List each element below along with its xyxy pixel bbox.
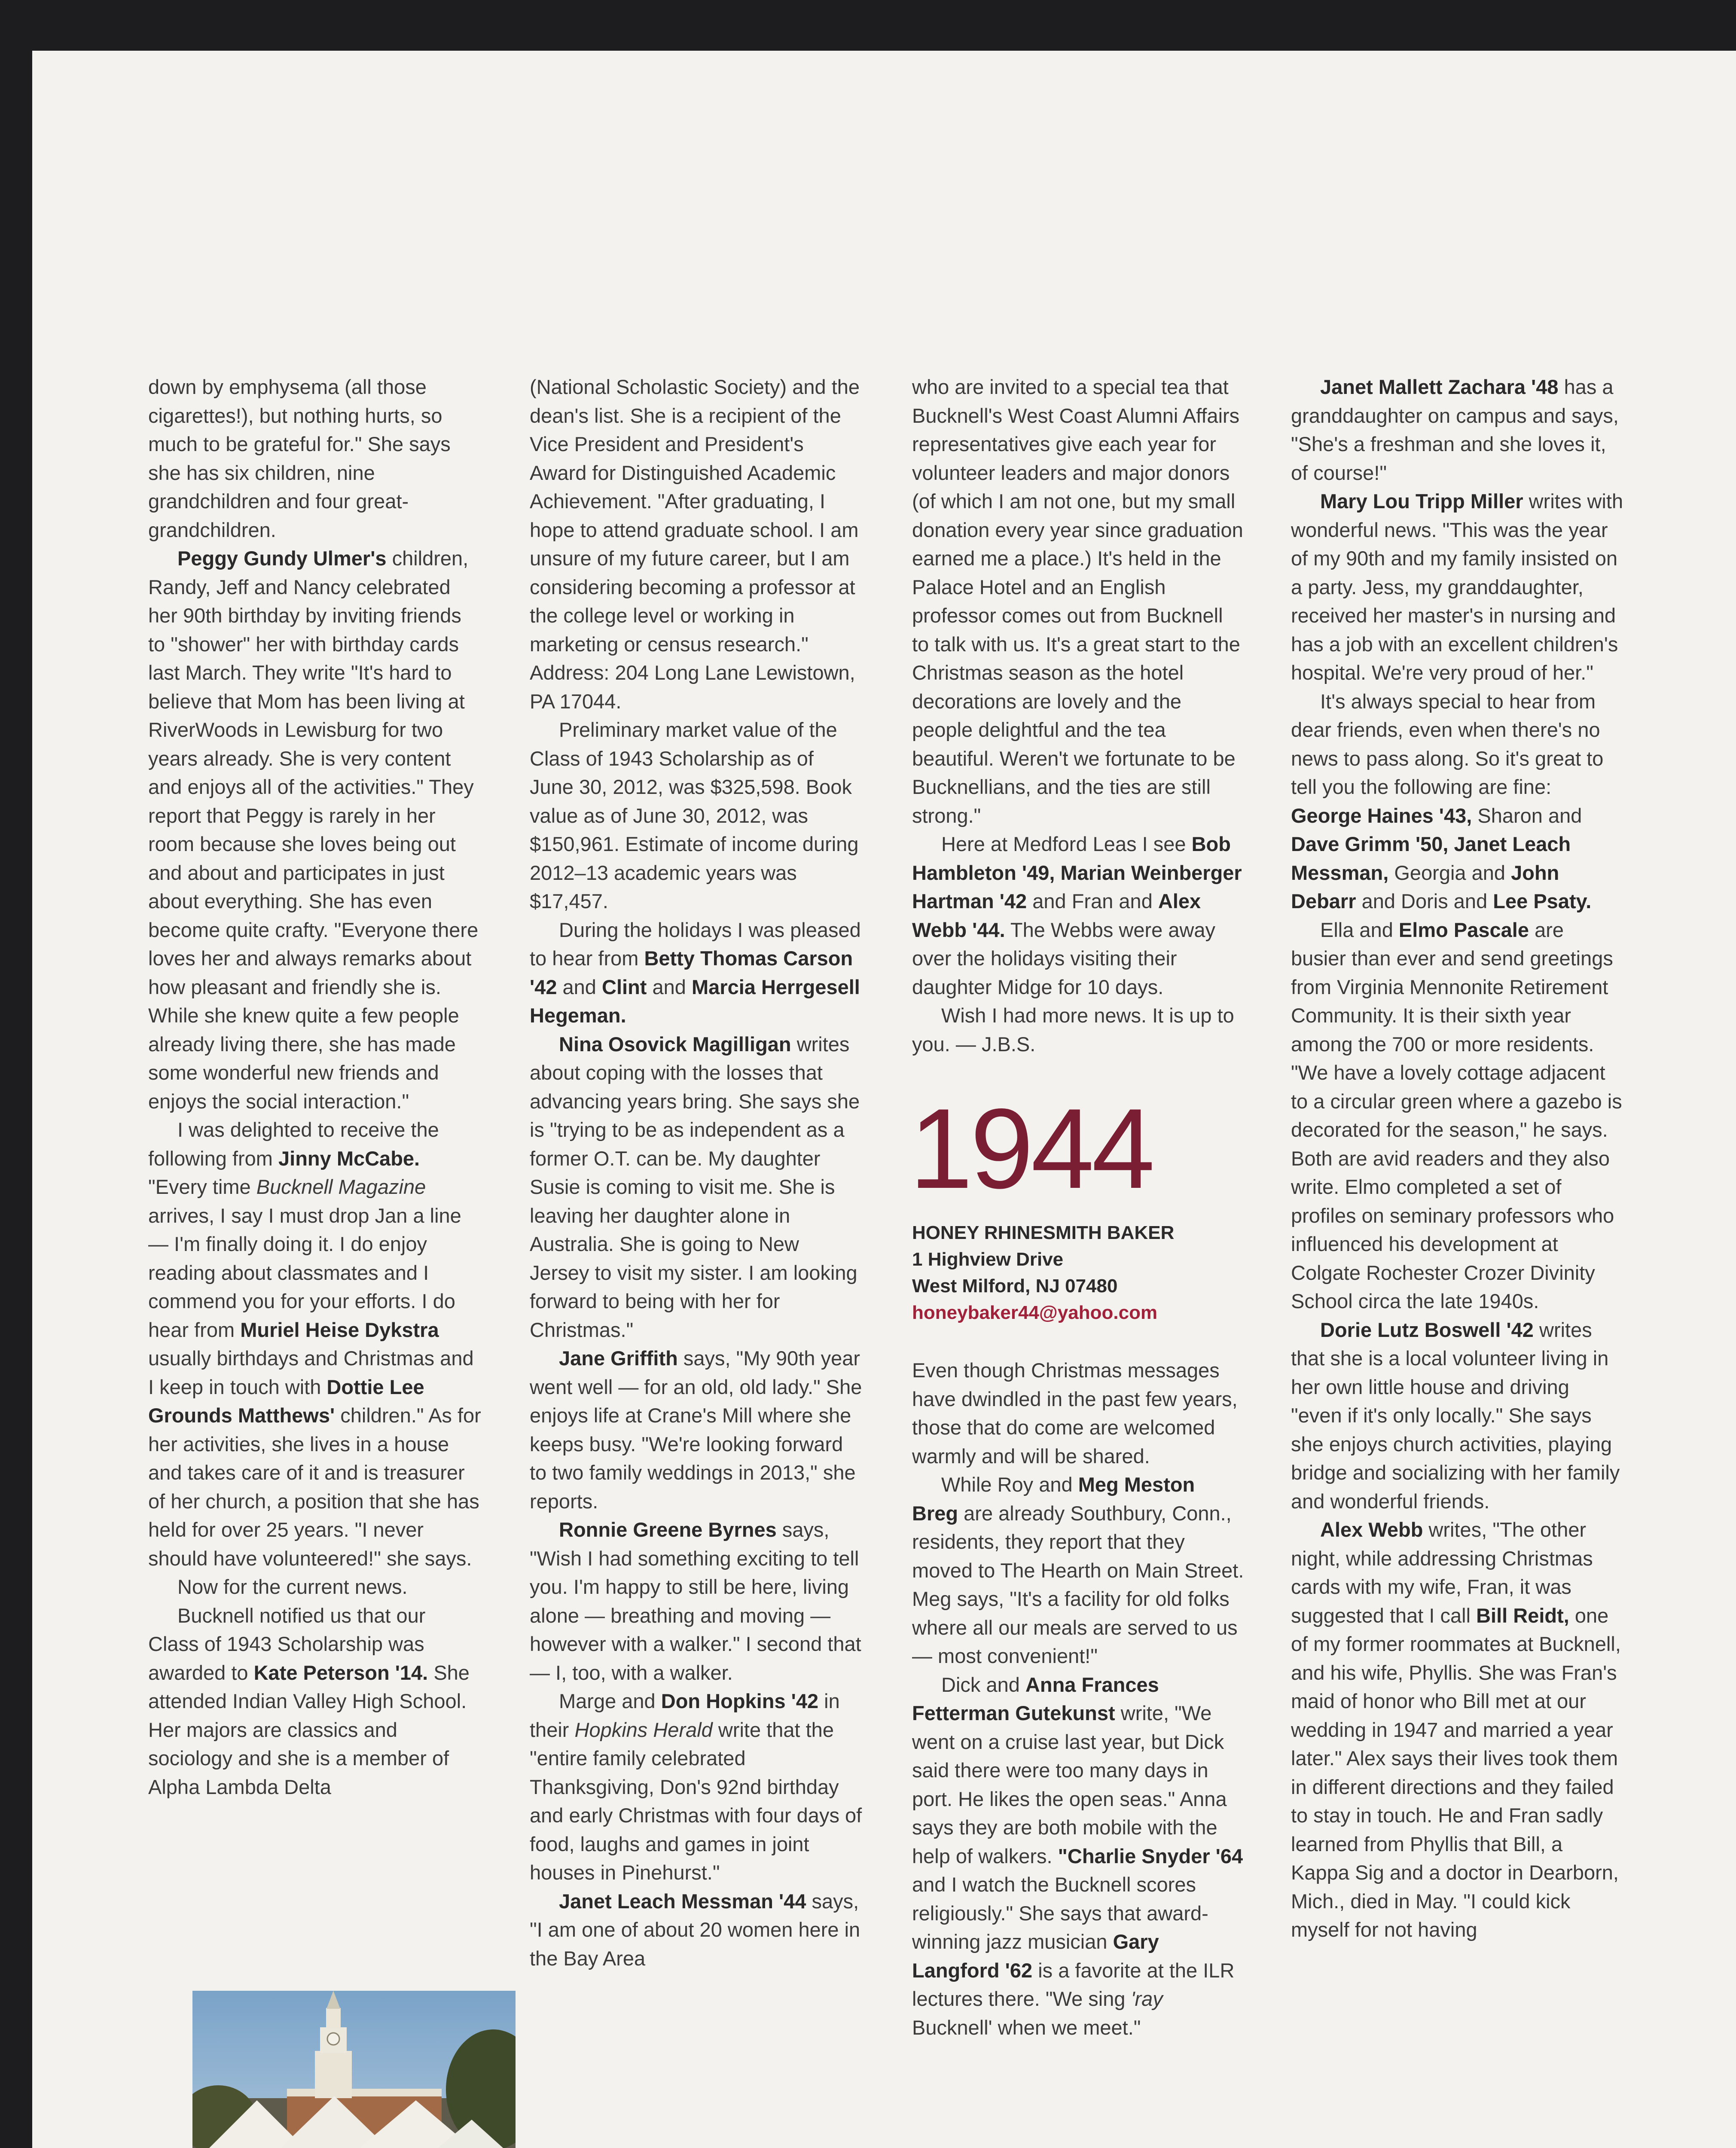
alumni-name: Elmo Pascale bbox=[1398, 918, 1529, 941]
alumni-name: Dorie Lutz Boswell '42 bbox=[1320, 1318, 1534, 1341]
alumni-name: Clint bbox=[602, 975, 647, 998]
alumni-name: Ronnie Greene Byrnes bbox=[559, 1518, 777, 1541]
paragraph: Wish I had more news. It is up to you. — J.B.S. bbox=[912, 1004, 1234, 1056]
reporter-city: West Milford, NJ 07480 bbox=[912, 1275, 1118, 1297]
paragraph: Jane Griffith says, "My 90th year went well — for an old, old lady." She enjoys life at Crane's Mill where she keeps busy. "We're looking forward to two family weddings in 2013," she reports. bbox=[530, 1347, 862, 1513]
paragraph: It's always special to hear from dear friends, even when there's no news to pass along. So it's great to tell you the following are fine: George Haines '43, Sharon and Dave Grimm '50, Janet Leach Messman, Georgia and John Debarr and Doris and Lee Psaty. bbox=[1291, 690, 1604, 912]
text-column-1 bbox=[148, 373, 481, 1801]
alumni-name: Lee Psaty. bbox=[1493, 890, 1592, 912]
reporter-email-link[interactable]: honeybaker44@yahoo.com bbox=[912, 1302, 1158, 1323]
paragraph: Marge and Don Hopkins '42 in their Hopkins Herald write that the "entire family celebrated Thanksgiving, Don's 92nd birthday and early Christmas with four days of food, laughs and games in joint houses in Pinehurst." bbox=[530, 1690, 862, 1884]
alumni-name: Mary Lou Tripp Miller bbox=[1320, 490, 1523, 513]
paragraph: Even though Christmas messages have dwindled in the past few years, those that do come are welcomed warmly and will be shared. bbox=[912, 1359, 1238, 1468]
paragraph: Alex Webb writes, "The other night, while addressing Christmas cards with my wife, Fran, it was suggested that I call Bill Reidt, one of my former roommates at Bucknell, and his wife, Phyllis. She was Fran's maid of honor who Bill met at our wedding in 1947 and married a year later." Alex says their lives took them in different directions and they failed to stay in touch. He and Fran sadly learned from Phyllis that Bill, a Kappa Sig and a doctor in Dearborn, Mich., died in May. "I could kick myself for not having bbox=[1291, 1518, 1621, 1941]
paragraph: down by emphysema (all those cigarettes!), but nothing hurts, so much to be grateful for." She says she has six children, nine grandchildren and four great-grandchildren. bbox=[148, 375, 451, 541]
class-reporter-contact bbox=[912, 1220, 1245, 1326]
paragraph: Janet Mallett Zachara '48 has a granddaughter on campus and says, "She's a freshman and she loves it, of course!" bbox=[1291, 375, 1619, 484]
paragraph: Nina Osovick Magilligan writes about coping with the losses that advancing years bring. She says she is "trying to be as independent as a former O.T. can be. My daughter Susie is coming to visit me. She is leaving her daughter alone in Australia. She is going to New Jersey to visit my sister. I am looking forward to being with her for Christmas." bbox=[530, 1032, 860, 1341]
reporter-name: HONEY RHINESMITH BAKER bbox=[912, 1222, 1175, 1243]
alumni-name: Alex Webb '44. bbox=[912, 890, 1201, 941]
paragraph: Ronnie Greene Byrnes says, "Wish I had something exciting to tell you. I'm happy to still be here, living alone — breathing and moving — however with a walker." I second that — I, too, with a walker. bbox=[530, 1518, 861, 1684]
alumni-name: Jane Griffith bbox=[559, 1347, 678, 1370]
alumni-name: "Charlie Snyder '64 bbox=[1058, 1844, 1243, 1867]
paragraph: Bucknell notified us that our Class of 1943 Scholarship was awarded to Kate Peterson '14. She attended Indian Valley High School. Her majors are classics and sociology and she is a member of Alpha Lambda Delta bbox=[148, 1604, 470, 1798]
paragraph: Janet Leach Messman '44 says, "I am one of about 20 women here in the Bay Area bbox=[530, 1889, 860, 1970]
alumni-name: Anna Frances Fetterman Gutekunst bbox=[912, 1673, 1159, 1724]
photo-illustration bbox=[192, 1991, 516, 2148]
alumni-name: Betty Thomas Carson '42 bbox=[530, 947, 853, 998]
alumni-name: Dottie Lee Grounds Matthews' bbox=[148, 1375, 424, 1427]
alumni-name: Dave Grimm '50, Janet Leach Messman, bbox=[1291, 833, 1571, 884]
alumni-name: Janet Mallett Zachara '48 bbox=[1320, 375, 1559, 398]
alumni-name: Bob Hambleton '49, Marian Weinberger Hartman '42 bbox=[912, 833, 1242, 912]
alumni-name: Marcia Herrgesell Hegeman. bbox=[530, 975, 860, 1027]
text-column-4 bbox=[1291, 373, 1624, 1944]
reporter-street: 1 Highview Drive bbox=[912, 1249, 1064, 1270]
paragraph: During the holidays I was pleased to hear from Betty Thomas Carson '42 and Clint and Marcia Herrgesell Hegeman. bbox=[530, 918, 861, 1027]
paragraph: who are invited to a special tea that Bucknell's West Coast Alumni Affairs representatives give each year for volunteer leaders and major donors (of which I am not one, but my small donation every year since graduation earned me a place.) It's held in the Palace Hotel and an English professor comes out from Bucknell to talk with us. It's a great start to the Christmas season as the hotel decorations are lovely and the people delightful and the tea beautiful. Weren't we fortunate to be Bucknellians, and the ties are still strong." bbox=[912, 375, 1243, 827]
alumni-name: Bill Reidt, bbox=[1476, 1604, 1569, 1627]
paragraph: Preliminary market value of the Class of 1943 Scholarship as of June 30, 2012, was $325,598. Book value as of June 30, 2012, was $150,961. Estimate of income during 2012–13 academic years was $17,457. bbox=[530, 718, 859, 912]
paragraph: Here at Medford Leas I see Bob Hambleton '49, Marian Weinberger Hartman '42 and Fran and Alex Webb '44. The Webbs were away over the holidays visiting their daughter Midge for 10 days. bbox=[912, 833, 1242, 998]
text-column-3 bbox=[909, 373, 1245, 2042]
alumni-name: Nina Osovick Magilligan bbox=[559, 1032, 791, 1056]
paragraph: While Roy and Meg Meston Breg are already Southbury, Conn., residents, they report that they moved to The Hearth on Main Street. Meg says, "It's a facility for old folks where all our meals are served to us — most convenient!" bbox=[912, 1473, 1244, 1667]
publication-title: Bucknell Magazine bbox=[256, 1175, 426, 1198]
alumni-name: Peggy Gundy Ulmer's bbox=[177, 547, 387, 570]
alumni-name: Alex Webb bbox=[1320, 1518, 1423, 1541]
publication-title: Hopkins Herald bbox=[574, 1718, 713, 1741]
alumni-name: Jinny McCabe. bbox=[278, 1147, 420, 1170]
paragraph: I was delighted to receive the following from Jinny McCabe. "Every time Bucknell Magazine arrives, I say I must drop Jan a line — I'm finally doing it. I do enjoy reading about classmates and I commend you for your efforts. I do hear from Muriel Heise Dykstra usually birthdays and Christmas and I keep in touch with Dottie Lee Grounds Matthews' children." As for her activities, she lives in a house and takes care of it and is treasurer of her church, a position that she has held for over 25 years. "I never should have volunteered!" she says. bbox=[148, 1118, 481, 1570]
paragraph: Dick and Anna Frances Fetterman Gutekunst write, "We went on a cruise last year, but Dick said there were too many days in port. He likes the open seas." Anna says they are both mobile with the help of walkers. "Charlie Snyder '64 and I watch the Bucknell scores religiously." She says that award-winning jazz musician Gary Langford '62 is a favorite at the ILR lectures there. "We sing 'ray Bucknell' when we meet." bbox=[912, 1673, 1243, 2039]
alumni-name: Muriel Heise Dykstra bbox=[240, 1318, 439, 1341]
alumni-name: Kate Peterson '14. bbox=[253, 1661, 428, 1684]
alumni-name: George Haines '43, bbox=[1291, 804, 1472, 827]
paragraph: (National Scholastic Society) and the dean's list. She is a recipient of the Vice President and President's Award for Distinguished Academic Achievement. "After graduating, I hope to attend graduate school. I am unsure of my future career, but I am considering becoming a professor at the college level or working in marketing or census research." Address: 204 Long Lane Lewistown, PA 17044. bbox=[530, 375, 860, 713]
class-year-heading: 1944 bbox=[909, 1085, 1153, 1212]
text-column-2 bbox=[530, 373, 863, 1973]
paragraph: Peggy Gundy Ulmer's children, Randy, Jeff and Nancy celebrated her 90th birthday by inviting friends to "shower" her with birthday cards last March. They write "It's hard to believe that Mom has been living at RiverWoods in Lewisburg for two years already. She is very content and enjoys all of the activities." They report that Peggy is rarely in her room because she loves being out and about and participates in just about everything. She has even become quite crafty. "Everyone there loves her and always remarks about how pleasant and friendly she is. While she knew quite a few people already living there, she has made some wonderful new friends and enjoys the social interaction." bbox=[148, 547, 479, 1113]
alumni-name: Janet Leach Messman '44 bbox=[559, 1889, 806, 1913]
alumni-name: Don Hopkins '42 bbox=[661, 1690, 819, 1712]
paragraph: Now for the current news. bbox=[177, 1575, 408, 1598]
paragraph: Mary Lou Tripp Miller writes with wonderful news. "This was the year of my 90th and my family insisted on a party. Jess, my granddaughter, received her master's in nursing and has a job with an excellent children's hospital. We're very proud of her." bbox=[1291, 490, 1623, 684]
alumni-name: Meg Meston Breg bbox=[912, 1473, 1195, 1525]
song-title: 'ray bbox=[1131, 1987, 1163, 2010]
alumni-name: John Debarr bbox=[1291, 861, 1559, 912]
campus-tent-photo bbox=[192, 1991, 516, 2148]
paragraph: Ella and Elmo Pascale are busier than ever and send greetings from Virginia Mennonite Retirement Community. It is their sixth year among the 700 or more residents. "We have a lovely cottage adjacent to a circular green where a gazebo is decorated for the season," he says. Both are avid readers and they also write. Elmo completed a set of profiles on seminary professors who influenced his development at Colgate Rochester Crozer Divinity School circa the late 1940s. bbox=[1291, 918, 1622, 1312]
paragraph: Dorie Lutz Boswell '42 writes that she is a local volunteer living in her own little house and driving "even if it's only locally." She says she enjoys church activities, playing bridge and socializing with her family and wonderful friends. bbox=[1291, 1318, 1620, 1513]
alumni-name: Gary Langford '62 bbox=[912, 1930, 1159, 1982]
